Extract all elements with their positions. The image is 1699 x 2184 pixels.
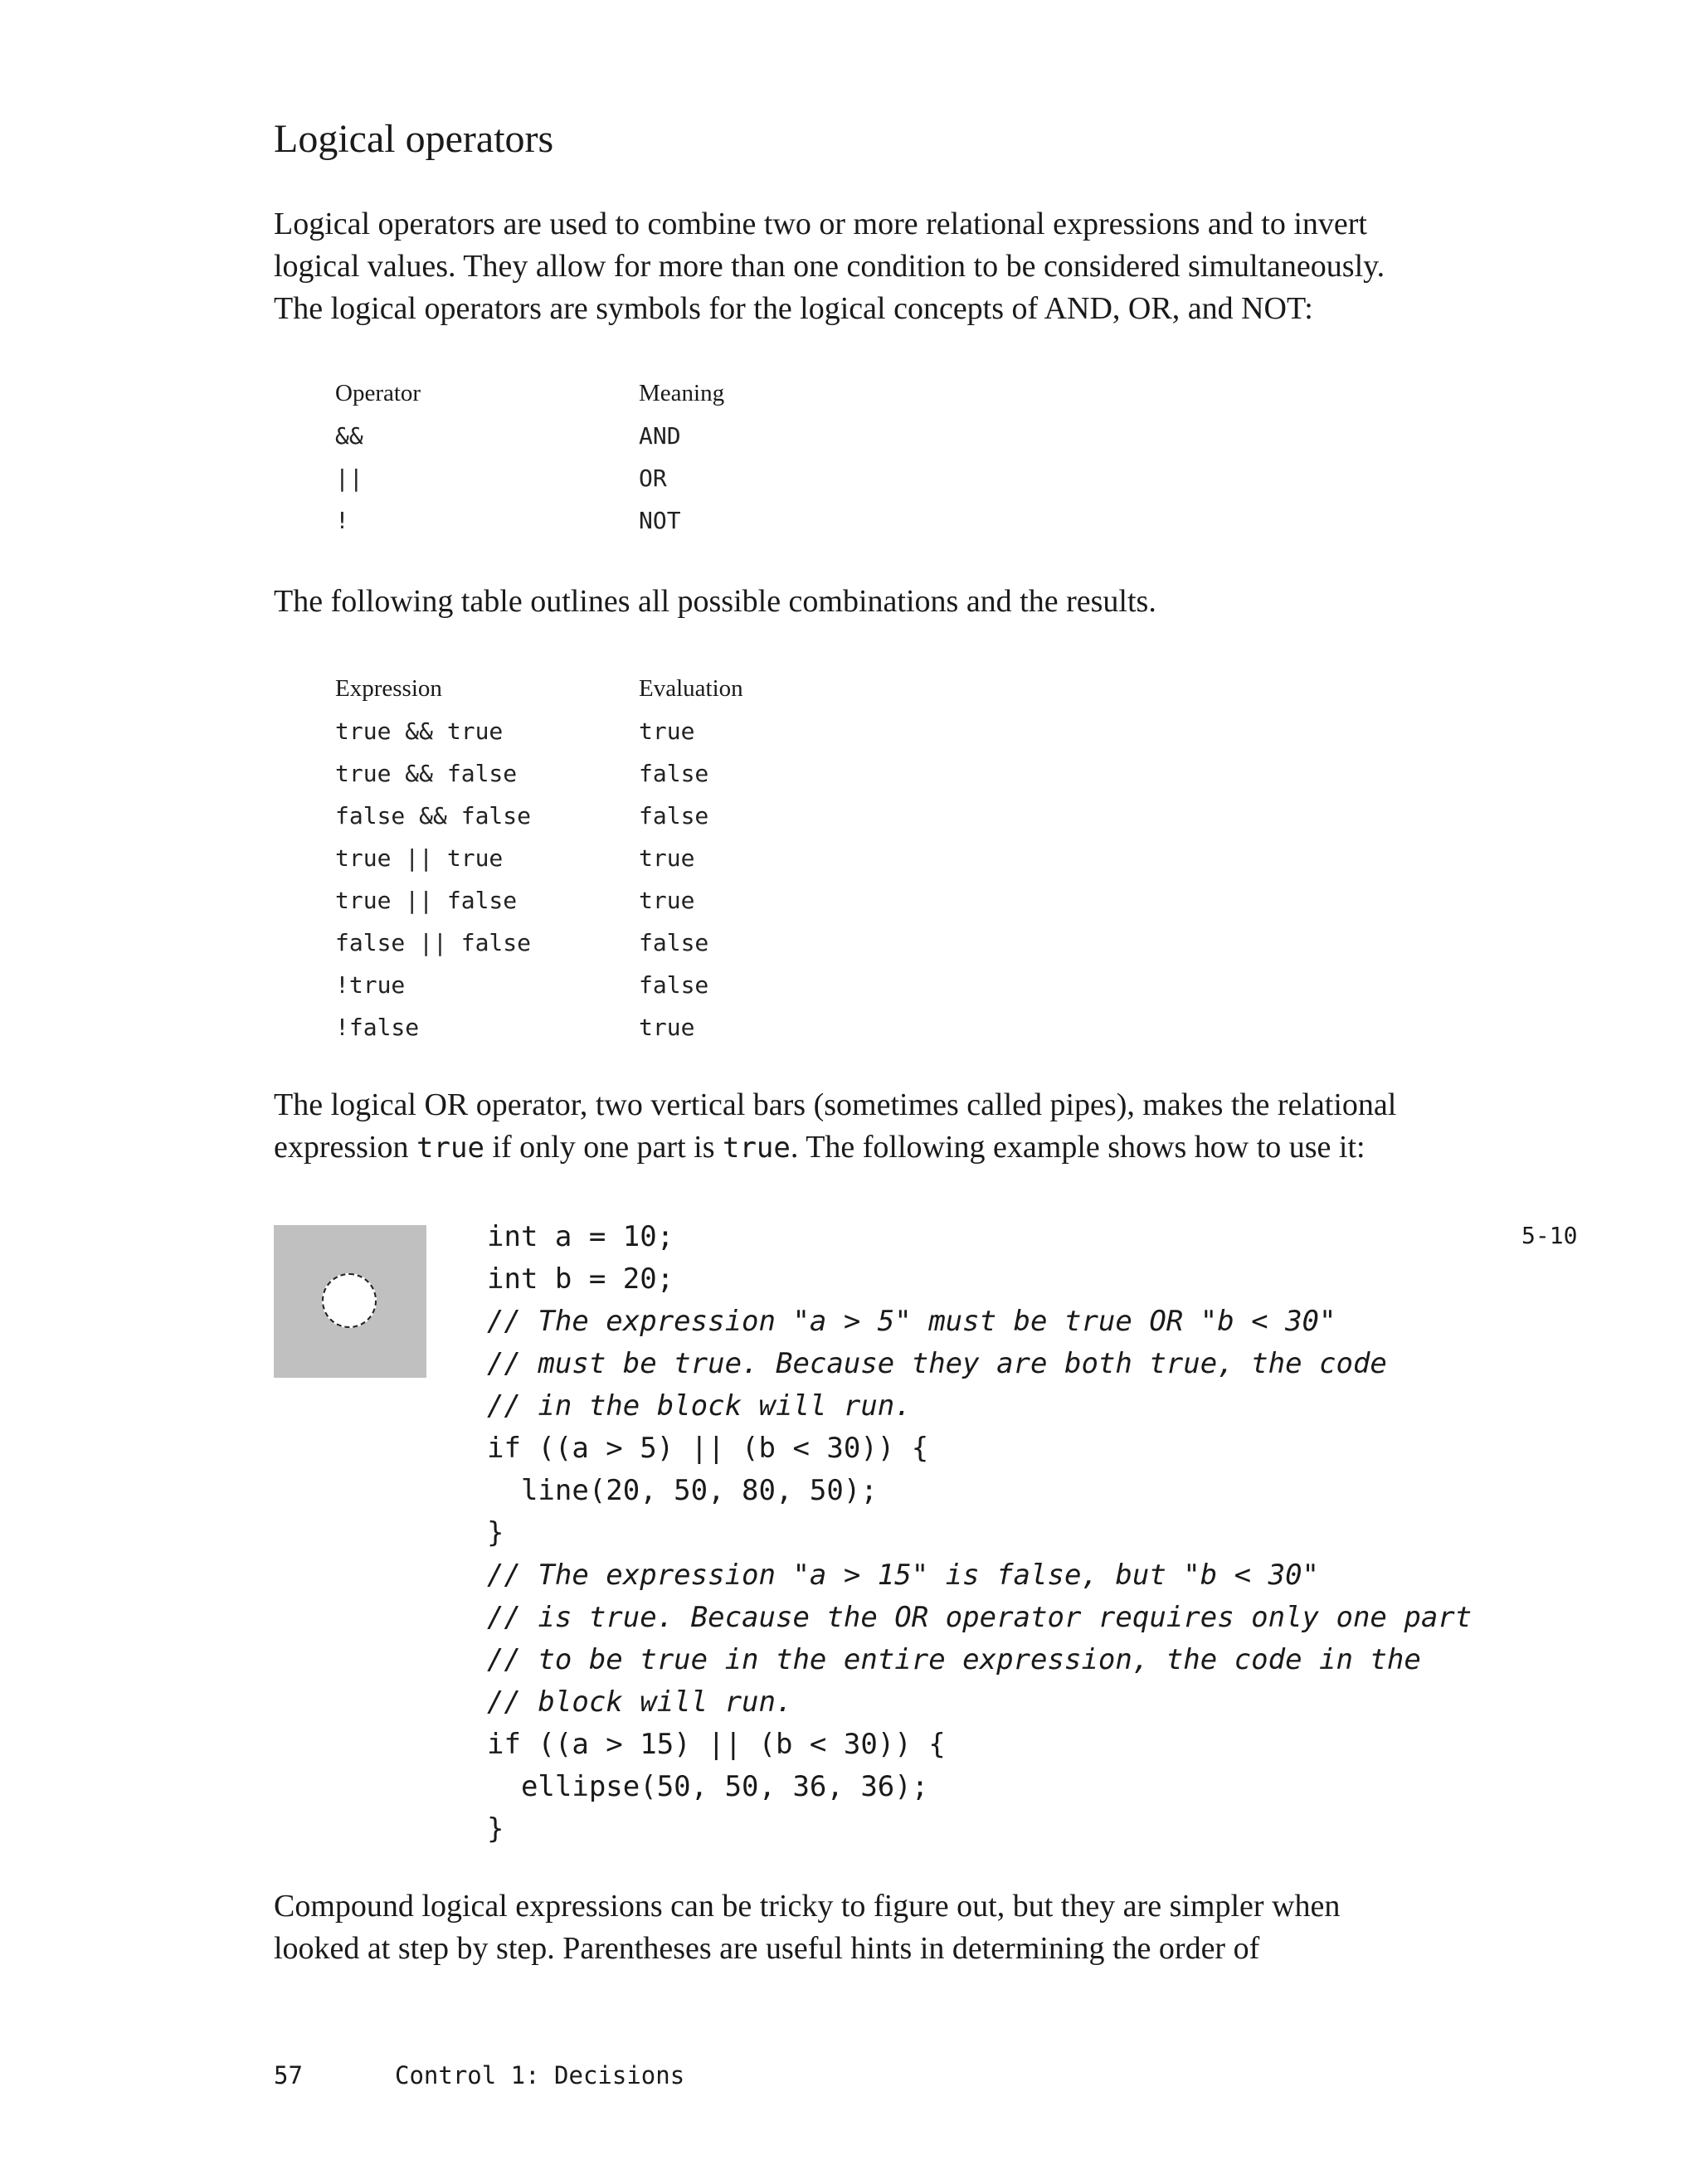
code-comment: // block will run. <box>487 1685 793 1719</box>
table-cell: true || true <box>335 844 504 872</box>
table-cell: false || false <box>335 929 532 956</box>
table-header-row <box>335 668 888 710</box>
table-row <box>335 795 888 837</box>
intro-line: logical values. They allow for more than one condition to be considered simultaneously. <box>274 249 1385 284</box>
table-row <box>335 415 888 457</box>
text-span: . The following example shows how to use it: <box>790 1130 1366 1165</box>
table-row <box>335 964 888 1006</box>
text-span: expression <box>274 1130 417 1165</box>
or-paragraph-line <box>274 1126 1518 1170</box>
table-row <box>335 499 888 542</box>
example-number: 5-10 <box>1521 1222 1578 1249</box>
table-intro-line: The following table outlines all possible combinations and the results. <box>274 584 1156 619</box>
chapter-title: Control 1: Decisions <box>395 2061 685 2089</box>
closing-paragraph <box>274 1885 1518 1970</box>
code-line: ellipse(50, 50, 36, 36); <box>487 1770 929 1803</box>
operators-table <box>335 372 888 542</box>
table-cell: ! <box>335 507 349 534</box>
column-header: Meaning <box>639 380 725 406</box>
code-line: line(20, 50, 80, 50); <box>487 1474 878 1507</box>
circle-shape <box>322 1273 377 1328</box>
inline-code: true <box>416 1131 484 1165</box>
table-cell: true <box>639 717 695 745</box>
page-number: 57 <box>274 2061 303 2089</box>
table-cell: true <box>639 844 695 872</box>
table-intro-paragraph <box>274 581 1518 623</box>
evaluation-table <box>335 668 888 1048</box>
code-line: int a = 10; <box>487 1220 674 1253</box>
page-title: Logical operators <box>274 117 554 161</box>
table-row <box>335 457 888 499</box>
intro-line: Logical operators are used to combine two or more relational expressions and to invert <box>274 207 1367 241</box>
code-comment: // in the block will run. <box>487 1389 912 1423</box>
code-comment: // The expression "a > 5" must be true OR "b < 30" <box>487 1305 1336 1338</box>
table-cell: true && true <box>335 717 504 745</box>
table-row <box>335 752 888 795</box>
code-comment: // must be true. Because they are both true, the code <box>487 1347 1387 1380</box>
closing-line: Compound logical expressions can be tricky to figure out, but they are simpler when <box>274 1889 1341 1924</box>
table-cell: || <box>335 465 363 492</box>
intro-paragraph <box>274 203 1518 330</box>
code-line: if ((a > 5) || (b < 30)) { <box>487 1432 929 1465</box>
code-line: } <box>487 1812 504 1846</box>
column-header: Evaluation <box>639 675 743 702</box>
table-cell: false <box>639 929 709 956</box>
table-cell: AND <box>639 422 681 450</box>
table-cell: true <box>639 887 695 914</box>
code-comment: // The expression "a > 15" is false, but "b < 30" <box>487 1559 1320 1592</box>
code-line: int b = 20; <box>487 1262 674 1296</box>
example-figure <box>274 1225 426 1378</box>
table-cell: !true <box>335 971 406 999</box>
intro-line: The logical operators are symbols for the logical concepts of AND, OR, and NOT: <box>274 291 1313 326</box>
table-cell: NOT <box>639 507 681 534</box>
table-cell: !false <box>335 1014 420 1041</box>
column-header: Operator <box>335 380 421 406</box>
table-cell: false && false <box>335 802 532 829</box>
table-cell: && <box>335 422 363 450</box>
inline-code: true <box>722 1131 791 1165</box>
or-paragraph-line: The logical OR operator, two vertical bars (sometimes called pipes), makes the relational <box>274 1087 1397 1122</box>
code-comment: // to be true in the entire expression, the code in the <box>487 1643 1421 1676</box>
table-cell: false <box>639 802 709 829</box>
code-line: } <box>487 1516 504 1549</box>
table-cell: true <box>639 1014 695 1041</box>
table-cell: false <box>639 760 709 787</box>
or-paragraph <box>274 1084 1518 1170</box>
column-header: Expression <box>335 675 442 702</box>
table-row <box>335 837 888 879</box>
table-cell: true && false <box>335 760 518 787</box>
table-row <box>335 922 888 964</box>
text-span: if only one part is <box>484 1130 723 1165</box>
code-block <box>487 1216 1472 1851</box>
code-line: if ((a > 15) || (b < 30)) { <box>487 1728 946 1761</box>
table-cell: false <box>639 971 709 999</box>
table-row <box>335 710 888 752</box>
table-cell: true || false <box>335 887 518 914</box>
closing-line: looked at step by step. Parentheses are useful hints in determining the order of <box>274 1931 1260 1966</box>
table-row <box>335 1006 888 1048</box>
table-row <box>335 879 888 922</box>
code-comment: // is true. Because the OR operator requires only one part <box>487 1601 1473 1634</box>
table-cell: OR <box>639 465 667 492</box>
table-header-row <box>335 372 888 415</box>
